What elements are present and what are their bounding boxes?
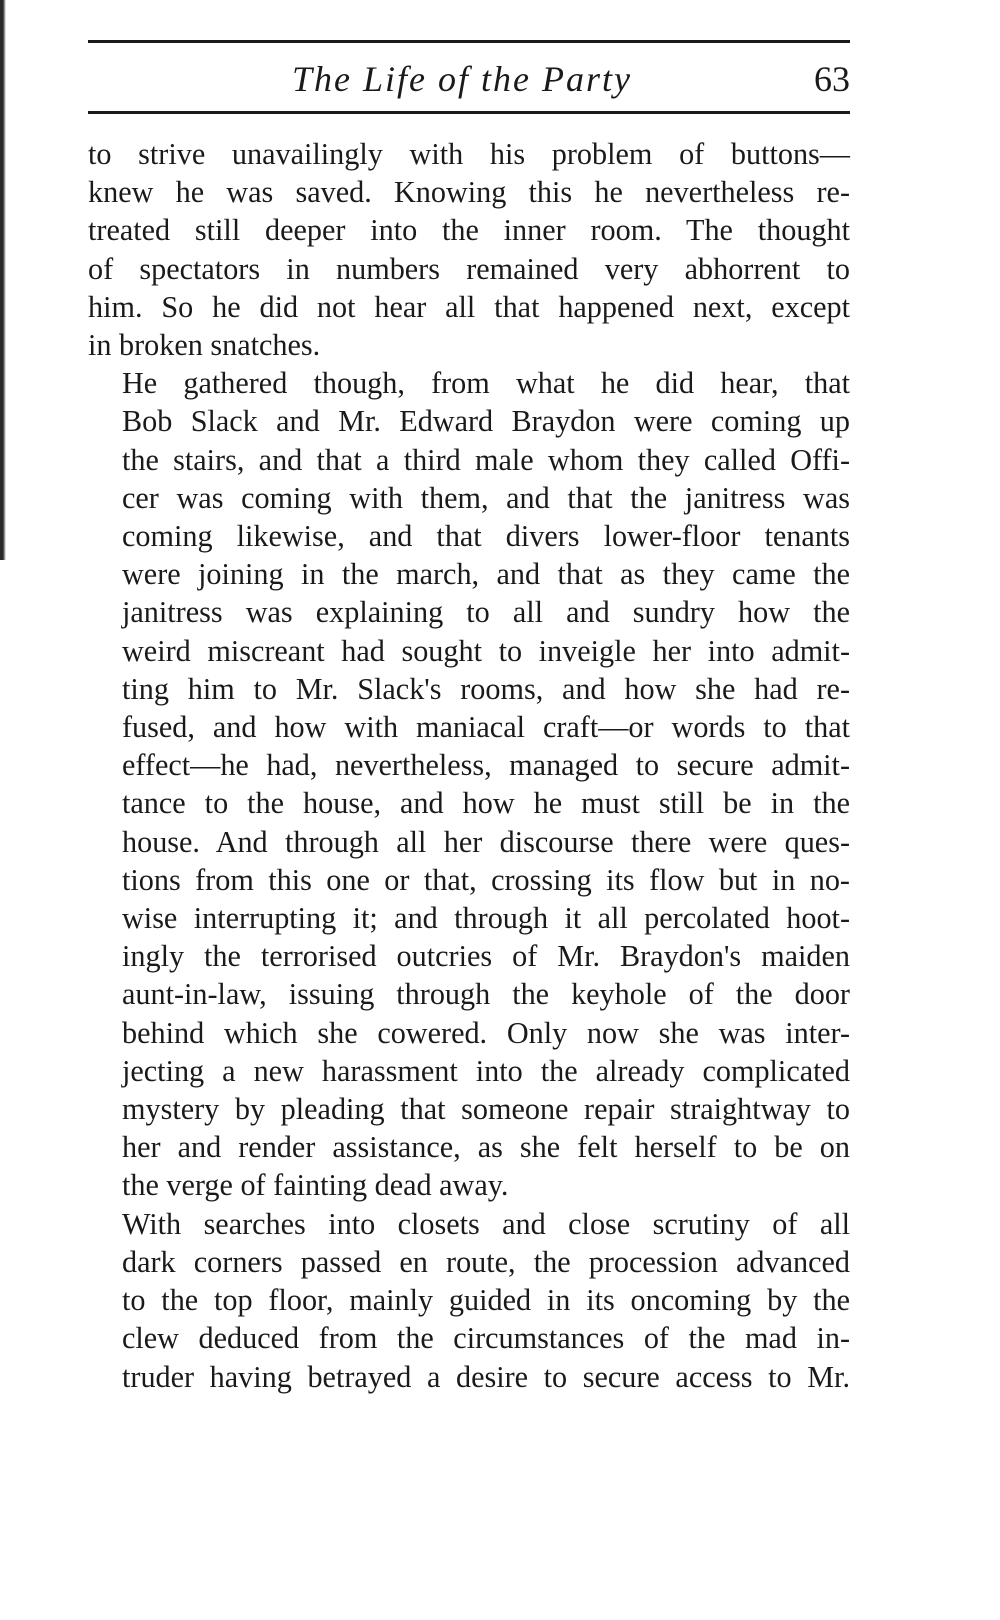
- text-line: the stairs, and that a third male whom they called Offi-: [122, 442, 850, 477]
- text-line: in broken snatches.: [88, 328, 321, 363]
- text-line: dark corners passed en route, the procession advanced: [122, 1244, 850, 1279]
- text-line: weird miscreant had sought to inveigle her into admit-: [122, 633, 850, 668]
- paragraph-3: [88, 1205, 850, 1396]
- text-line: cer was coming with them, and that the janitress was: [122, 480, 850, 515]
- text-line: coming likewise, and that divers lower-floor tenants: [122, 519, 850, 554]
- text-line: ting him to Mr. Slack's rooms, and how she had re-: [122, 671, 850, 706]
- text-line: of spectators in numbers remained very abhorrent to: [88, 251, 850, 286]
- text-line: mystery by pleading that someone repair straightway to: [122, 1092, 850, 1127]
- text-line: tions from this one or that, crossing its flow but in no-: [122, 862, 850, 897]
- text-line: were joining in the march, and that as they came the: [122, 557, 850, 592]
- text-line: With searches into closets and close scrutiny of all: [122, 1206, 850, 1241]
- text-line: aunt-in-law, issuing through the keyhole of the door: [122, 977, 850, 1012]
- text-line: tance to the house, and how he must still be in the: [122, 786, 850, 821]
- text-line: He gathered though, from what he did hear, that: [122, 366, 850, 401]
- text-line: ingly the terrorised outcries of Mr. Braydon's maiden: [122, 939, 850, 974]
- text-line: him. So he did not hear all that happened next, except: [88, 289, 850, 324]
- text-line: Bob Slack and Mr. Edward Braydon were coming up: [122, 404, 850, 439]
- text-line: behind which she cowered. Only now she was inter-: [122, 1015, 850, 1050]
- page-edge-shadow: [0, 0, 6, 560]
- page-number: 63: [814, 59, 850, 99]
- text-line: wise interrupting it; and through it all percolated hoot-: [122, 901, 850, 936]
- text-line: treated still deeper into the inner room. The thought: [88, 213, 850, 248]
- body-text: [88, 135, 850, 1396]
- text-line: her and render assistance, as she felt herself to be on: [122, 1130, 850, 1165]
- text-line: clew deduced from the circumstances of the mad in-: [122, 1321, 850, 1356]
- text-line: fused, and how with maniacal craft—or words to that: [122, 710, 850, 745]
- text-line: house. And through all her discourse there were ques-: [122, 824, 850, 859]
- text-line: to strive unavailingly with his problem of buttons—: [88, 137, 850, 171]
- running-title: The Life of the Party: [292, 59, 632, 99]
- text-line: the verge of fainting dead away.: [122, 1168, 509, 1203]
- text-line: jecting a new harassment into the already complicated: [122, 1053, 850, 1088]
- header-rule-top: [88, 40, 850, 43]
- header-rule-bottom: [88, 111, 850, 114]
- paragraph-2: [88, 364, 850, 1204]
- text-line: effect—he had, nevertheless, managed to secure admit-: [122, 748, 850, 783]
- text-line: knew he was saved. Knowing this he nevertheless re-: [88, 175, 850, 210]
- text-line: janitress was explaining to all and sundry how the: [122, 595, 850, 630]
- paragraph-1: [88, 135, 850, 364]
- text-line: truder having betrayed a desire to secure access to Mr.: [122, 1359, 850, 1394]
- text-line: to the top floor, mainly guided in its oncoming by the: [122, 1283, 850, 1318]
